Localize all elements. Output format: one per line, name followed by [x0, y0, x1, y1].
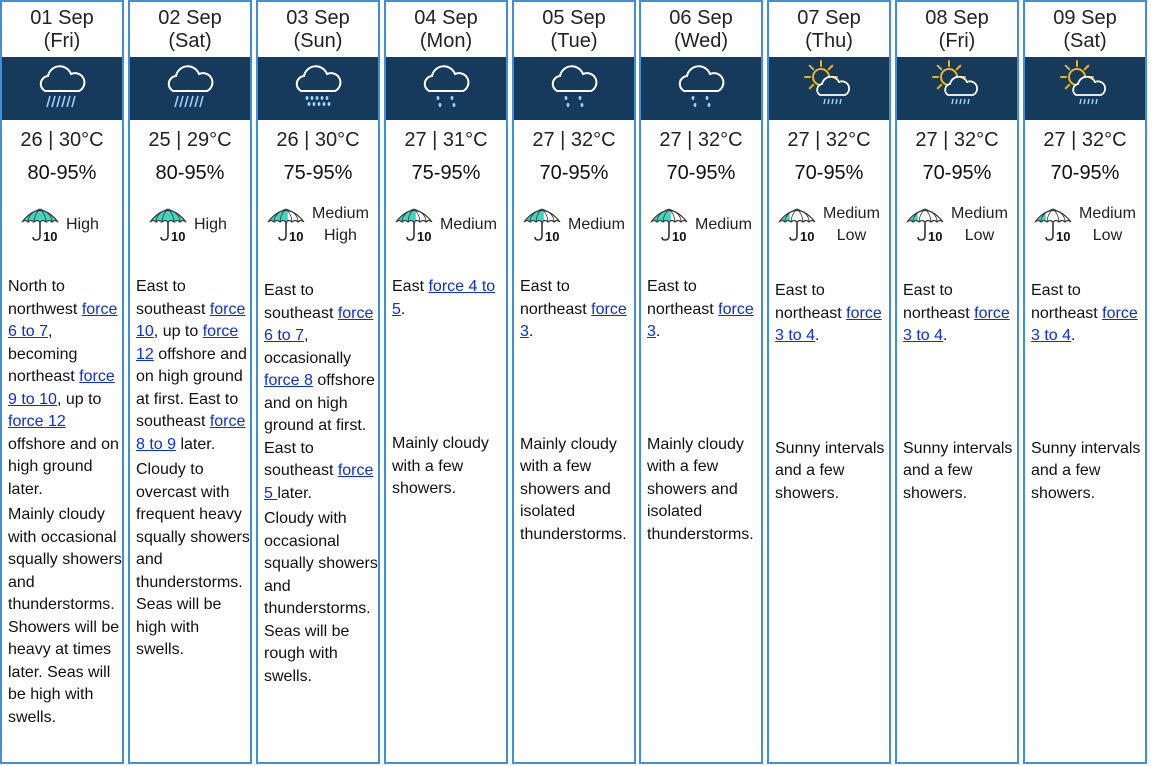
sun-cloud-rain-icon: [1025, 57, 1145, 120]
wind-forecast: East to northeast force 3 to 4.: [903, 282, 1010, 344]
rain-probability-label: [951, 203, 1008, 247]
day-column: [639, 0, 763, 764]
probability-level: Medium: [823, 205, 880, 222]
beaufort-force-link[interactable]: force 3: [520, 300, 627, 340]
weather-forecast: Mainly cloudy with a few showers and isolated thunderstorms.: [520, 435, 627, 543]
rain-icon: [258, 57, 378, 120]
rain-probability-label: [66, 214, 99, 236]
rain-probability-label: [568, 214, 625, 236]
day-column: [128, 0, 252, 764]
forecast-description: [264, 280, 378, 688]
forecast-date: [1025, 7, 1145, 53]
wind-forecast: North to northwest force 6 to 7, becoming northeast force 9 to 10, up to force 12 offshore and on high ground later.: [8, 278, 119, 498]
rain-probability-label: [194, 214, 227, 236]
temperature-range: 27 | 32°C: [532, 129, 616, 151]
weather-icon-band: [386, 57, 506, 120]
date-label: 05 Sep: [542, 7, 606, 29]
forecast-date: [897, 7, 1017, 53]
date-label: 02 Sep: [158, 7, 222, 29]
forecast-date: [514, 7, 634, 53]
forecast-date: [258, 7, 378, 53]
date-label: 04 Sep: [414, 7, 478, 29]
umbrella-icon: [148, 205, 190, 243]
umbrella-icon: [522, 205, 564, 243]
weather-icon-band: [258, 57, 378, 120]
beaufort-force-link[interactable]: force 6 to 7: [264, 304, 374, 344]
weather-forecast: Mainly cloudy with occasional squally showers and thunderstorms. Showers will be heavy at times later. Seas will be high with swells.: [8, 506, 122, 726]
weekday-label: (Mon): [419, 30, 473, 52]
sun-cloud-rain-icon: [769, 57, 889, 120]
forecast-description: [1031, 280, 1145, 505]
humidity-range: 80-95%: [27, 162, 97, 184]
humidity-range: 70-95%: [922, 162, 992, 184]
rain-probability-icon: [522, 205, 564, 248]
probability-level: High: [324, 227, 357, 244]
svg-text:10: 10: [417, 229, 432, 243]
day-column: [767, 0, 891, 764]
umbrella-icon: [20, 205, 62, 243]
rain-probability-icon: [649, 205, 691, 248]
beaufort-force-link[interactable]: force 6 to 7: [8, 300, 118, 340]
humidity-range: 75-95%: [283, 162, 353, 184]
weather-icon-band: [769, 57, 889, 120]
forecast-description: [903, 280, 1017, 505]
rain-probability-label: [440, 214, 497, 236]
temperature-range: 25 | 29°C: [148, 129, 232, 151]
probability-level: High: [194, 216, 227, 233]
temperature-range: 27 | 32°C: [915, 129, 999, 151]
temperature-range: 26 | 30°C: [276, 129, 360, 151]
rain-probability-icon: [777, 205, 819, 248]
weekday-label: (Sat): [168, 30, 212, 52]
probability-level: High: [66, 216, 99, 233]
forecast-description: [392, 276, 506, 501]
probability-level: Low: [836, 227, 867, 244]
weekday-label: (Thu): [805, 30, 853, 52]
humidity-range: 80-95%: [155, 162, 225, 184]
wind-forecast: East to northeast force 3.: [520, 278, 627, 340]
weather-forecast: Sunny intervals and a few showers.: [775, 439, 885, 502]
beaufort-force-link[interactable]: force 4 to 5: [392, 278, 496, 318]
temperature-range: 27 | 31°C: [404, 129, 488, 151]
weekday-label: (Fri): [938, 30, 976, 52]
temperature-range: 27 | 32°C: [659, 129, 743, 151]
weekday-label: (Tue): [550, 30, 598, 52]
temperature-range: 26 | 30°C: [20, 129, 104, 151]
rain-probability-icon: [394, 205, 436, 248]
rain-probability-icon: [20, 205, 62, 248]
humidity-range: 75-95%: [411, 162, 481, 184]
umbrella-icon: [266, 205, 308, 243]
date-label: 07 Sep: [797, 7, 861, 29]
weekday-label: (Sun): [293, 30, 343, 52]
weekday-label: (Wed): [673, 30, 729, 52]
rain-probability-label: [695, 214, 752, 236]
forecast-description: [136, 276, 250, 662]
weather-icon-band: [130, 57, 250, 120]
weather-forecast: Mainly cloudy with a few showers and isolated thunderstorms.: [647, 435, 754, 543]
forecast-date: [130, 7, 250, 53]
rain-probability-label: [1079, 203, 1136, 247]
svg-text:10: 10: [43, 229, 58, 243]
svg-text:10: 10: [800, 229, 815, 243]
beaufort-force-link[interactable]: force 10: [136, 300, 246, 340]
beaufort-force-link[interactable]: force 5: [264, 462, 374, 502]
temperature-range: 27 | 32°C: [787, 129, 871, 151]
wind-forecast: East to northeast force 3.: [647, 278, 754, 340]
forecast-date: [2, 7, 122, 53]
humidity-range: 70-95%: [539, 162, 609, 184]
sun-cloud-rain-icon: [897, 57, 1017, 120]
svg-text:10: 10: [1056, 229, 1071, 243]
date-label: 03 Sep: [286, 7, 350, 29]
wind-forecast: East to southeast force 10, up to force 12 offshore and on high ground at first. East to southeast force 8 to 9 later.: [136, 278, 247, 453]
svg-text:10: 10: [928, 229, 943, 243]
rain-probability-label: [823, 203, 880, 247]
forecast-description: [520, 276, 634, 546]
wind-forecast: East force 4 to 5.: [392, 278, 496, 318]
probability-level: Medium: [568, 216, 625, 233]
forecast-description: [8, 276, 122, 729]
day-column: [256, 0, 380, 764]
beaufort-force-link[interactable]: force 3: [647, 300, 754, 340]
humidity-range: 70-95%: [1050, 162, 1120, 184]
umbrella-icon: [394, 205, 436, 243]
svg-text:10: 10: [545, 229, 560, 243]
weekday-label: (Sat): [1063, 30, 1107, 52]
day-column: [895, 0, 1019, 764]
umbrella-icon: [905, 205, 947, 243]
temperature-range: 27 | 32°C: [1043, 129, 1127, 151]
humidity-range: 70-95%: [666, 162, 736, 184]
beaufort-force-link[interactable]: force 8 to 9: [136, 413, 246, 453]
showers-icon: [386, 57, 506, 120]
probability-level: Medium: [312, 205, 369, 222]
umbrella-icon: [649, 205, 691, 243]
beaufort-force-link[interactable]: force 8: [264, 372, 313, 389]
heavy-rain-icon: [2, 57, 122, 120]
forecast-date: [769, 7, 889, 53]
weather-forecast: Cloudy with occasional squally showers and thunderstorms. Seas will be rough with swells.: [264, 510, 378, 685]
day-column: [512, 0, 636, 764]
weather-forecast: Sunny intervals and a few showers.: [903, 439, 1013, 502]
svg-text:10: 10: [289, 229, 304, 243]
umbrella-icon: [1033, 205, 1075, 243]
weather-icon-band: [897, 57, 1017, 120]
weekday-label: (Fri): [43, 30, 81, 52]
weather-icon-band: [2, 57, 122, 120]
wind-forecast: East to northeast force 3 to 4.: [775, 282, 882, 344]
probability-level: Medium: [440, 216, 497, 233]
rain-probability-label: [312, 203, 369, 247]
beaufort-force-link[interactable]: force 12: [8, 413, 66, 430]
probability-level: Medium: [951, 205, 1008, 222]
heavy-rain-icon: [130, 57, 250, 120]
rain-probability-icon: [905, 205, 947, 248]
weather-icon-band: [514, 57, 634, 120]
forecast-date: [641, 7, 761, 53]
date-label: 06 Sep: [669, 7, 733, 29]
rain-probability-icon: [1033, 205, 1075, 248]
day-column: [0, 0, 124, 764]
beaufort-force-link[interactable]: force 3 to 4: [903, 304, 1010, 344]
humidity-range: 70-95%: [794, 162, 864, 184]
showers-icon: [641, 57, 761, 120]
umbrella-icon: [777, 205, 819, 243]
beaufort-force-link[interactable]: force 12: [136, 323, 239, 363]
forecast-description: [647, 276, 761, 546]
day-column: [384, 0, 508, 764]
svg-text:10: 10: [672, 229, 687, 243]
date-label: 01 Sep: [30, 7, 94, 29]
beaufort-force-link[interactable]: force 3 to 4: [775, 304, 882, 344]
beaufort-force-link[interactable]: force 9 to 10: [8, 368, 115, 408]
forecast-date: [386, 7, 506, 53]
beaufort-force-link[interactable]: force 3 to 4: [1031, 304, 1138, 344]
showers-icon: [514, 57, 634, 120]
weather-icon-band: [641, 57, 761, 120]
weather-forecast: Cloudy to overcast with frequent heavy squally showers and thunderstorms. Seas will be high with swells.: [136, 461, 250, 658]
rain-probability-icon: [148, 205, 190, 248]
day-column: [1023, 0, 1147, 764]
date-label: 09 Sep: [1053, 7, 1117, 29]
forecast-description: [775, 280, 889, 505]
probability-level: Low: [1092, 227, 1123, 244]
probability-level: Low: [964, 227, 995, 244]
svg-text:10: 10: [171, 229, 186, 243]
weather-forecast: Mainly cloudy with a few showers.: [392, 435, 489, 497]
date-label: 08 Sep: [925, 7, 989, 29]
wind-forecast: East to southeast force 6 to 7, occasionally force 8 offshore and on high ground at first. East to southeast force 5 later.: [264, 282, 375, 502]
weather-forecast: Sunny intervals and a few showers.: [1031, 439, 1141, 502]
probability-level: Medium: [695, 216, 752, 233]
rain-probability-icon: [266, 205, 308, 248]
wind-forecast: East to northeast force 3 to 4.: [1031, 282, 1138, 344]
probability-level: Medium: [1079, 205, 1136, 222]
weather-icon-band: [1025, 57, 1145, 120]
